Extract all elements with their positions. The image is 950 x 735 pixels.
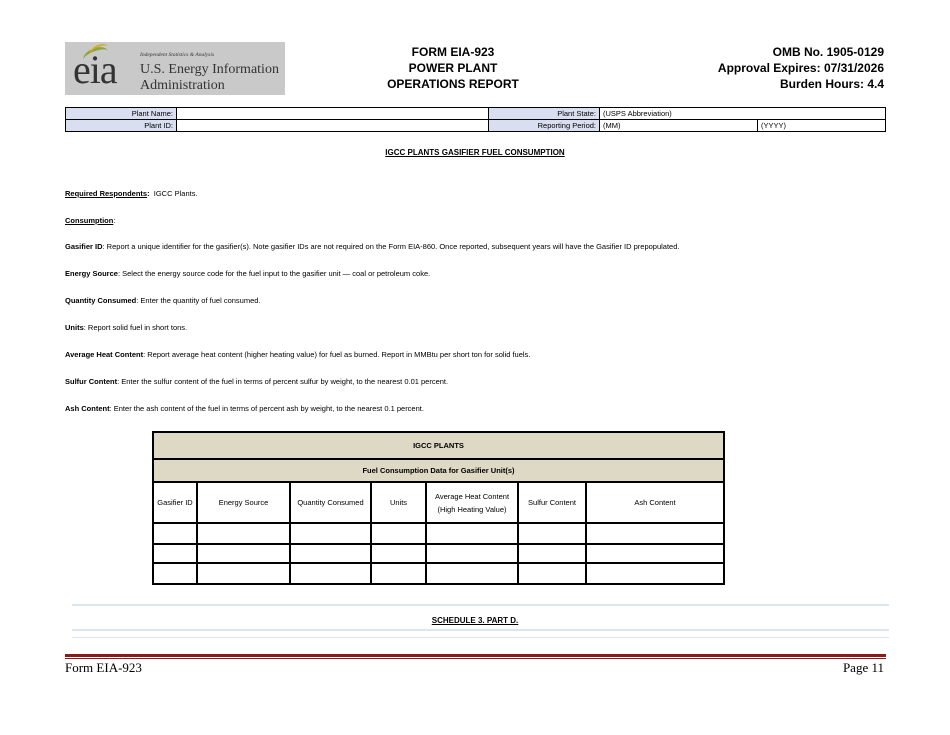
cell-average-heat-content[interactable] [426,523,518,544]
approval-expires: Approval Expires: 07/31/2026 [717,61,884,75]
logo-name-line1: U.S. Energy Information [140,62,279,77]
logo-tagline: Independent Statistics & Analysis [140,52,214,58]
cell-quantity-consumed[interactable] [290,544,371,563]
cell-gasifier-id[interactable] [153,544,197,563]
plant-id-field[interactable] [177,120,489,132]
instruction-text: : Enter the quantity of fuel consumed. [136,296,261,305]
cell-ash-content[interactable] [586,544,724,563]
table-row [153,523,724,544]
plant-name-field[interactable] [177,108,489,120]
required-respondents: Required Respondents: IGCC Plants. [65,189,198,198]
instruction-label: Ash Content [65,404,110,413]
instruction-units [65,323,885,333]
cell-sulfur-content[interactable] [518,544,586,563]
instruction-text: : Enter the ash content of the fuel in terms of percent ash by weight, to the nearest 0.1 percent. [109,404,424,413]
form-title-line1: POWER PLANT [408,61,498,75]
omb-block [718,44,884,92]
instruction-text: : Report solid fuel in short tons. [83,323,188,332]
instruction-quantity-consumed [65,296,885,306]
cell-units[interactable] [371,544,426,563]
cell-quantity-consumed[interactable] [290,523,371,544]
cell-ash-content[interactable] [586,523,724,544]
divider [72,637,889,638]
table-banner-fuel-consumption: Fuel Consumption Data for Gasifier Unit(s) [153,459,724,482]
column-header-gasifier-id: Gasifier ID [153,482,197,523]
required-respondents-text: IGCC Plants. [153,189,198,198]
column-header-units: Units [371,482,426,523]
footer-rule [65,654,886,657]
form-title-block [340,44,566,92]
eia-logo [65,42,285,95]
cell-sulfur-content[interactable] [518,523,586,544]
logo-name-line2: Administration [140,78,225,93]
column-header-energy-source: Energy Source [197,482,290,523]
cell-gasifier-id[interactable] [153,563,197,584]
instruction-text: : Select the energy source code for the fuel input to the gasifier unit — coal or petroleum coke. [117,269,431,278]
cell-ash-content[interactable] [586,563,724,584]
divider [72,604,889,606]
plant-state-label: Plant State: [489,108,600,120]
table-row [153,544,724,563]
omb-number: OMB No. 1905-0129 [772,45,884,59]
consumption-label: Consumption [65,216,114,225]
reporting-year-field[interactable]: (YYYY) [758,120,886,132]
cell-average-heat-content[interactable] [426,544,518,563]
instruction-energy-source [65,269,885,279]
instruction-sulfur-content [65,377,885,387]
plant-id-label: Plant ID: [66,120,177,132]
table-row [153,563,724,584]
cell-gasifier-id[interactable] [153,523,197,544]
cell-quantity-consumed[interactable] [290,563,371,584]
instruction-average-heat-content [65,350,885,360]
instruction-label: Quantity Consumed [65,296,137,305]
instruction-text: : Enter the sulfur content of the fuel in terms of percent sulfur by weight, to the nearest 0.01 percent. [117,377,449,386]
cell-average-heat-content[interactable] [426,563,518,584]
instruction-label: Units [65,323,84,332]
instruction-label: Energy Source [65,269,118,278]
footer-rule [65,658,886,659]
instruction-text: : Report average heat content (higher heating value) for fuel as burned. Report in MMBtu per short ton for solid fuels. [143,350,531,359]
divider [72,629,889,631]
cell-units[interactable] [371,523,426,544]
footer-page-number: Page 11 [842,660,884,675]
instruction-label: Gasifier ID [65,242,103,251]
instruction-gasifier-id [65,242,885,252]
cell-energy-source[interactable] [197,523,290,544]
instruction-label: Average Heat Content [65,350,144,359]
table-banner-igcc: IGCC PLANTS [153,432,724,459]
cell-energy-source[interactable] [197,544,290,563]
instruction-text: : Report a unique identifier for the gasifier(s). Note gasifier IDs are not required on the Form EIA-860. Once reported, subsequent years will have the Gasifier ID prepopulated. [102,242,680,251]
instruction-ash-content [65,404,885,414]
section-title: IGCC PLANTS GASIFIER FUEL CONSUMPTION [385,148,565,157]
column-header-ash-content: Ash Content [586,482,724,523]
required-respondents-label: Required Respondents [65,189,148,198]
schedule-label: SCHEDULE 3. PART D. [431,616,519,625]
gasifier-fuel-table [152,431,725,585]
column-header-sulfur-content: Sulfur Content [518,482,586,523]
logo-mark: eia [73,47,117,92]
burden-hours: Burden Hours: 4.4 [779,77,884,91]
footer-form: Form EIA-923 [65,660,142,675]
form-title-line2: OPERATIONS REPORT [387,77,519,91]
reporting-month-field[interactable]: (MM) [600,120,758,132]
cell-units[interactable] [371,563,426,584]
plant-state-field[interactable]: (USPS Abbreviation) [600,108,886,120]
cell-energy-source[interactable] [197,563,290,584]
column-header-average-heat-content: Average Heat Content (High Heating Value) [426,482,518,523]
column-header-quantity-consumed: Quantity Consumed [290,482,371,523]
instruction-label: Sulfur Content [65,377,118,386]
cell-sulfur-content[interactable] [518,563,586,584]
form-number: FORM EIA-923 [411,45,495,59]
reporting-period-label: Reporting Period: [489,120,600,132]
plant-id-table [65,107,886,132]
consumption-heading: Consumption: [65,216,116,225]
plant-name-label: Plant Name: [66,108,177,120]
